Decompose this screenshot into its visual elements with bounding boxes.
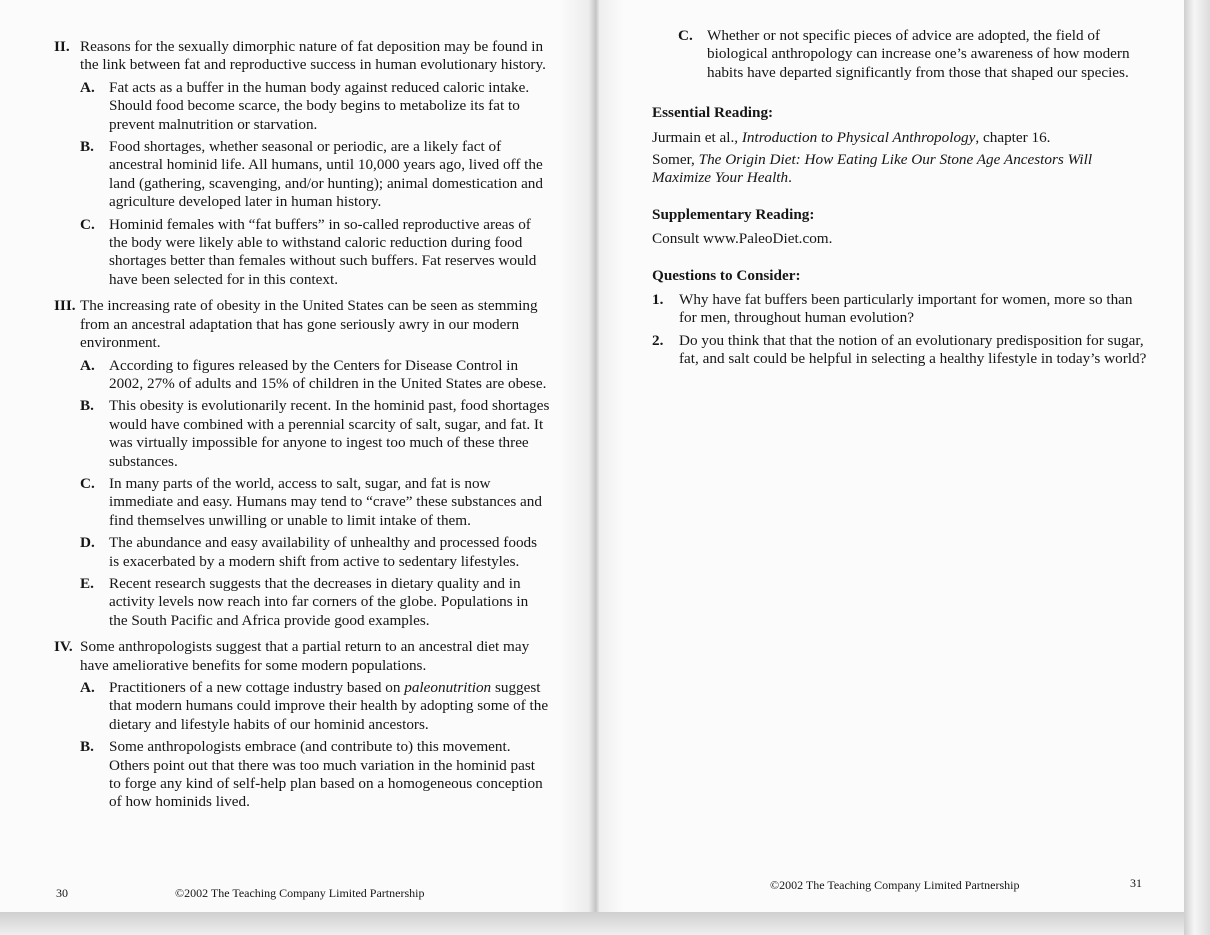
left-page [0, 0, 596, 915]
entry-suffix: , chapter 16. [975, 128, 1051, 146]
subitem-text-start: Practitioners of a new cottage industry based on [109, 679, 405, 696]
right-page [596, 0, 1186, 912]
italic-term: paleonutrition [404, 679, 492, 696]
subitem-text: This obesity is evolutionarily recent. In the hominid past, food shortages would have combined with a perennial scarcity of salt, sugar, and fat. It was virtually impossible for anyone to ingest too much of these three substances. [109, 397, 550, 470]
outline-subitem [80, 575, 550, 630]
copyright-footer: ©2002 The Teaching Company Limited Partnership [175, 886, 425, 900]
section-iv [54, 638, 550, 812]
page-number: 31 [1130, 876, 1142, 890]
question-number: 1. [652, 291, 664, 309]
subitem-marker: C. [678, 27, 693, 44]
outline-subitem [80, 138, 550, 212]
subitem-marker: B. [80, 738, 94, 756]
subitem-text-end: suggest that modern humans could improve their health by adopting some of the dietary and lifestyle habits of our hominid ancestors. [109, 679, 549, 733]
outline-subitem [80, 738, 550, 812]
question-number: 2. [652, 331, 664, 349]
outline-text: Some anthropologists suggest that a partial return to an ancestral diet may have ameliorative benefits for some modern populations. [80, 638, 530, 674]
entry-author: Somer, [652, 151, 699, 169]
question-item [652, 291, 1152, 328]
outline-item [54, 638, 550, 675]
right-page-content [652, 27, 1152, 373]
supplementary-reading-heading: Supplementary Reading: [652, 205, 815, 223]
outline-subitem [80, 534, 550, 571]
reading-entry [652, 151, 1152, 188]
subitem-text: According to figures released by the Centers for Disease Control in 2002, 27% of adults and 15% of children in the United States are obese. [109, 356, 547, 392]
essential-reading-heading: Essential Reading: [652, 104, 774, 122]
outline-subitem [80, 679, 550, 734]
entry-author: Jurmain et al., [652, 128, 742, 146]
left-page-content [54, 38, 550, 820]
subitem-text: Whether or not specific pieces of advice are adopted, the field of biological anthropology can increase one’s awareness of how modern habits have departed significantly from those that shaped our species. [707, 27, 1130, 81]
outline-subitem [80, 397, 550, 471]
question-text: Why have fat buffers been particularly important for women, more so than for men, throughout human evolution? [679, 291, 1133, 327]
subitem-marker: A. [80, 356, 95, 374]
page-edge [1184, 0, 1210, 935]
subitem-marker: D. [80, 534, 95, 552]
question-text: Do you think that that the notion of an evolutionary predisposition for sugar, fat, and salt could be helpful in selecting a healthy lifestyle in today’s world? [679, 331, 1147, 368]
page-number: 30 [56, 886, 68, 900]
subitem-marker: B. [80, 397, 94, 415]
subitem-text: Recent research suggests that the decreases in dietary quality and in activity levels now reach into far corners of the globe. Populations in the South Pacific and Africa provide good examples. [109, 574, 529, 629]
subitem-text: Fat acts as a buffer in the human body against reduced caloric intake. Should food become scarce, the body begins to metabolize its fat to prevent malnutrition or starvation. [109, 78, 530, 133]
outline-subitem [678, 27, 1152, 82]
subitem-text: The abundance and easy availability of unhealthy and processed foods is exacerbated by a modern shift from active to sedentary lifestyles. [109, 534, 538, 570]
section-ii [54, 38, 550, 289]
outline-subitem [80, 475, 550, 530]
questions-heading: Questions to Consider: [652, 266, 801, 284]
outline-text: The increasing rate of obesity in the United States can be seen as stemming from an ancestral adaptation that has gone seriously awry in our modern environment. [80, 297, 538, 352]
subitem-text: Some anthropologists embrace (and contribute to) this movement. Others point out that there was too much variation in the hominid past to forge any kind of self-help plan based on a homogeneous conception of how hominids lived. [109, 738, 543, 811]
supplementary-text: Consult www.PaleoDiet.com. [652, 230, 833, 248]
subitem-text: Hominid females with “fat buffers” in so-called reproductive areas of the body were likely able to withstand caloric reduction during food shortages better than females without such buffers. Fat reserves would have been selected for in this context. [109, 215, 537, 288]
subitem-marker: B. [80, 138, 94, 156]
subitem-text: In many parts of the world, access to salt, sugar, and fat is now immediate and easy. Humans may tend to “crave” these substances and find themselves unwilling or unable to limit intake of them. [109, 474, 542, 529]
subitem-marker: C. [80, 474, 95, 492]
question-item [652, 332, 1152, 369]
copyright-footer: ©2002 The Teaching Company Limited Partnership [770, 878, 1020, 892]
outline-subitem [80, 79, 550, 134]
outline-text: Reasons for the sexually dimorphic nature of fat deposition may be found in the link between fat and reproductive success in human evolutionary history. [80, 38, 546, 74]
entry-suffix: . [788, 169, 792, 187]
outline-subitem [80, 357, 550, 394]
subitem-marker: A. [80, 78, 95, 96]
book-gutter-shadow [560, 0, 624, 915]
section-iii [54, 297, 550, 630]
outline-subitem [80, 216, 550, 290]
subitem-text [109, 679, 550, 734]
outline-marker: II. [54, 38, 70, 55]
outline-marker: IV. [54, 638, 73, 656]
scan-bottom-edge [0, 912, 1184, 935]
subitem-marker: E. [80, 574, 94, 592]
entry-title: The Origin Diet: How Eating Like Our Stone Age Ancestors Will Maximize Your Health [652, 151, 1093, 187]
outline-item [54, 297, 550, 352]
subitem-marker: C. [80, 215, 95, 233]
reading-entry [652, 129, 1152, 147]
outline-item [54, 38, 550, 75]
outline-marker: III. [54, 297, 76, 315]
subitem-marker: A. [80, 679, 95, 696]
entry-title: Introduction to Physical Anthropology [741, 128, 976, 146]
subitem-text: Food shortages, whether seasonal or periodic, are a likely fact of ancestral hominid life. All humans, until 10,000 years ago, lived off the land (gathering, scavenging, and/or hunting); animal domestication and agriculture developed later in human history. [109, 138, 543, 211]
